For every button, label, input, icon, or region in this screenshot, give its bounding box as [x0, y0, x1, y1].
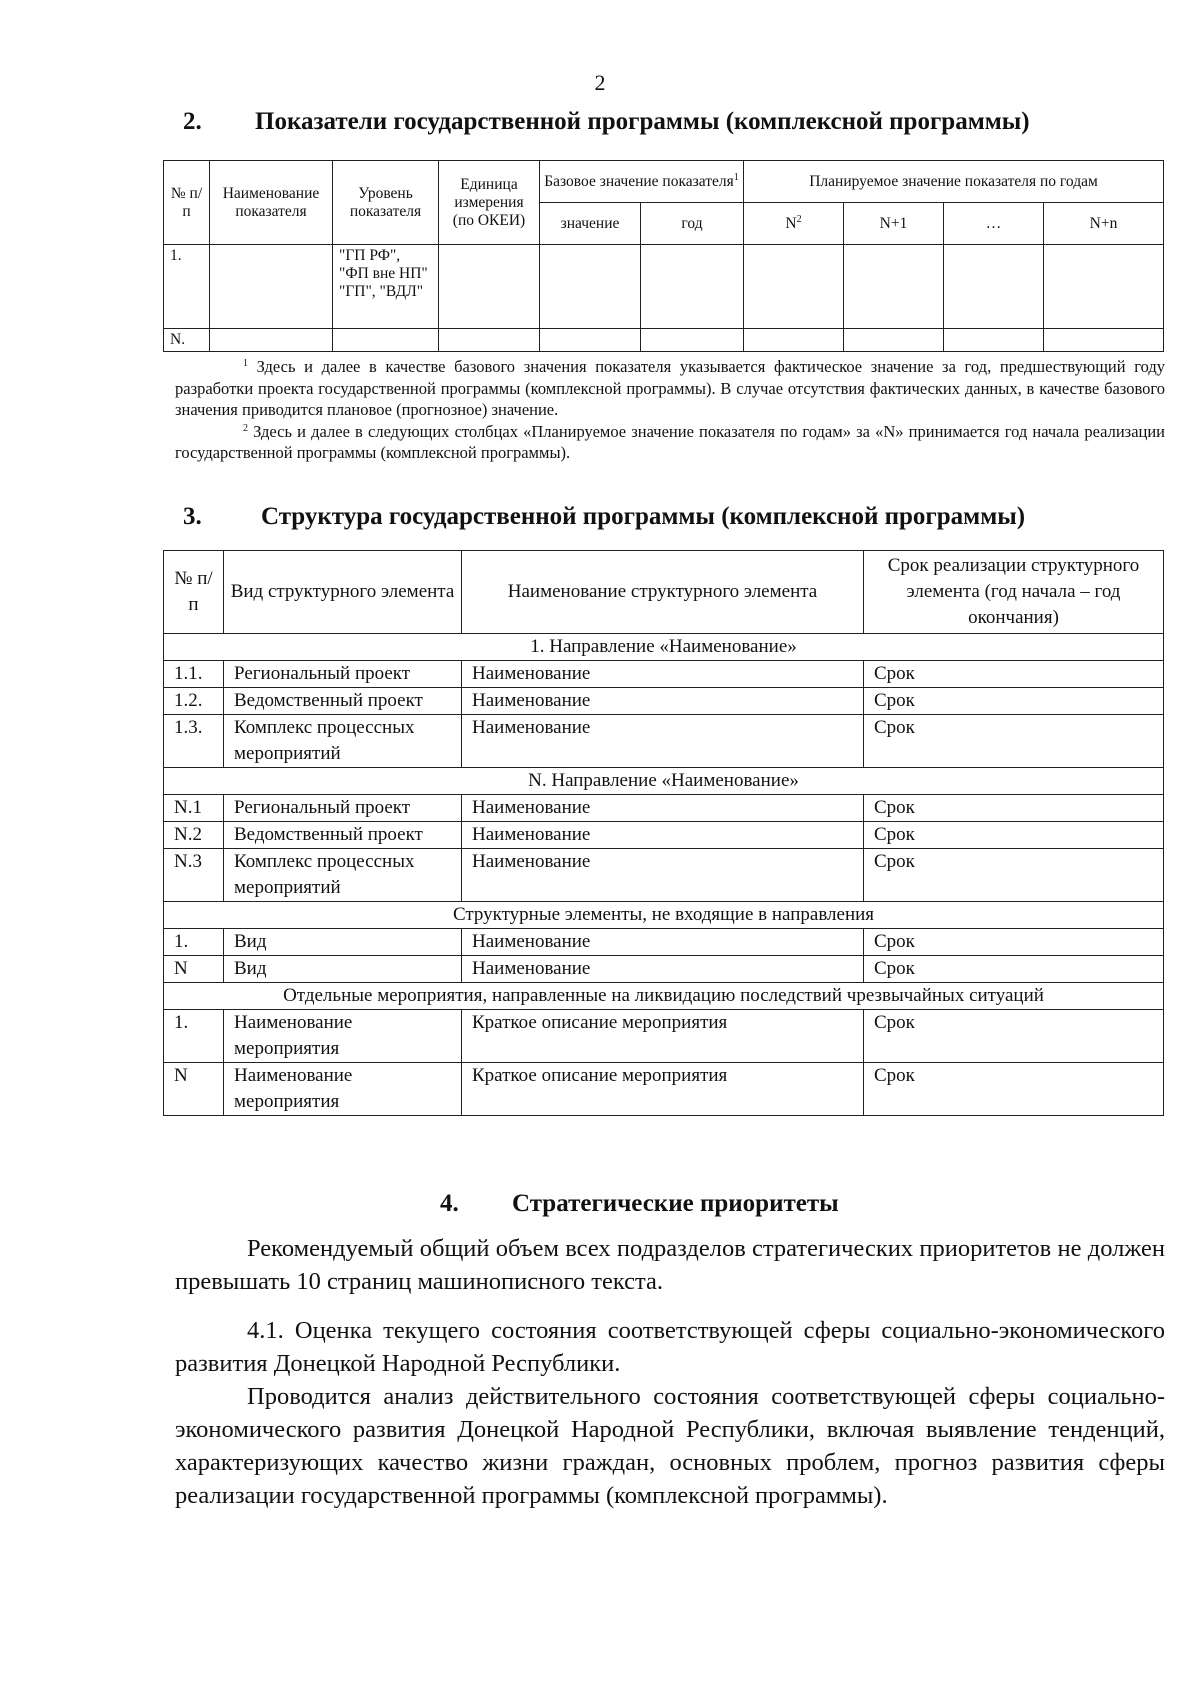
col-header-unit: Единица измерения (по ОКЕИ)	[439, 161, 540, 245]
row-element-kind: Комплекс процессных мероприятий	[224, 715, 462, 768]
col-header-base-value-text: Базовое значение показателя	[544, 172, 734, 190]
col-header-element-kind: Вид структурного элемента	[224, 551, 462, 634]
footnote-ref-2: 2	[796, 213, 802, 225]
section2-title: Показатели государственной программы (комплексной программы)	[255, 108, 1030, 135]
section4-number: 4.	[440, 1190, 459, 1217]
row-element-kind: Комплекс процессных мероприятий	[224, 849, 462, 902]
section3-number: 3.	[183, 503, 202, 530]
subheader-ellipsis: …	[944, 203, 1044, 245]
row-element-name: Краткое описание мероприятия	[462, 1010, 864, 1063]
section-title: 1. Направление «Наименование»	[164, 634, 1164, 661]
row-num: N	[164, 1063, 224, 1116]
table-row	[164, 1063, 1164, 1116]
table-row	[164, 795, 1164, 822]
row1-level: "ГП РФ", "ФП вне НП" "ГП", "ВДЛ"	[333, 245, 439, 329]
section3-title: Структура государственной программы (комплексной программы)	[261, 503, 1026, 530]
subheader-n-text: N	[785, 214, 797, 232]
paragraph: Рекомендуемый общий объем всех подразделов стратегических приоритетов не должен превышать 10 страниц машинописного текста.	[175, 1235, 1165, 1295]
subheader-n	[744, 203, 844, 245]
col-header-term: Срок реализации структурного элемента (год начала – год окончания)	[864, 551, 1164, 634]
col-header-indicator-name: Наименование показателя	[210, 161, 333, 245]
row-num: 1.	[164, 1010, 224, 1063]
table-row	[164, 1010, 1164, 1063]
footnote-1	[175, 356, 1165, 421]
table-row	[164, 956, 1164, 983]
section3-heading	[183, 503, 1163, 535]
col-header-indicator-level: Уровень показателя	[333, 161, 439, 245]
row-element-kind: Наименование мероприятия	[224, 1010, 462, 1063]
footnote-2-text: Здесь и далее в следующих столбцах «Планируемое значение показателя по годам» за «N» принимается год начала реализации государственной программы (комплексной программы).	[175, 421, 1166, 462]
table-row	[164, 929, 1164, 956]
section4-heading	[440, 1190, 940, 1222]
row-term: Срок	[864, 822, 1164, 849]
section2-heading	[183, 108, 1163, 140]
row-num: 1.3.	[164, 715, 224, 768]
row-num: N.1	[164, 795, 224, 822]
row-element-kind: Ведомственный проект	[224, 688, 462, 715]
row-element-kind: Вид	[224, 956, 462, 983]
table-row	[164, 661, 1164, 688]
table-row	[164, 849, 1164, 902]
row1-num: 1.	[164, 245, 210, 329]
table-row	[164, 688, 1164, 715]
row-num: 1.1.	[164, 661, 224, 688]
row-element-kind: Вид	[224, 929, 462, 956]
rowN-num: N.	[164, 329, 210, 352]
row-element-kind: Наименование мероприятия	[224, 1063, 462, 1116]
subheader-year: год	[641, 203, 744, 245]
row-element-name: Наименование	[462, 715, 864, 768]
col-header-num: № п/п	[164, 161, 210, 245]
structure-table	[163, 550, 1164, 1116]
row-term: Срок	[864, 1010, 1164, 1063]
row-term: Срок	[864, 661, 1164, 688]
table-row	[164, 822, 1164, 849]
row-element-name: Наименование	[462, 795, 864, 822]
paragraph: 4.1. Оценка текущего состояния соответствующей сферы социально-экономического развития Донецкой Народной Республики.	[175, 1317, 1165, 1377]
row-num: N	[164, 956, 224, 983]
col-header-planned-value: Планируемое значение показателя по годам	[744, 161, 1164, 203]
row-element-name: Наименование	[462, 849, 864, 902]
row-term: Срок	[864, 956, 1164, 983]
footnote-1-text: Здесь и далее в качестве базового значения показателя указывается фактическое значение за год, предшествующий году разработки проекта государственной программы (комплексной программы). В случае отсутствия фактических данных, в качестве базового значения приводится плановое (прогнозное) значение.	[175, 357, 1165, 419]
row-element-kind: Региональный проект	[224, 795, 462, 822]
row-term: Срок	[864, 715, 1164, 768]
subheader-value: значение	[540, 203, 641, 245]
row-term: Срок	[864, 795, 1164, 822]
subheader-n-plus-1: N+1	[844, 203, 944, 245]
row-element-name: Наименование	[462, 661, 864, 688]
footnote-2-mark: 2	[243, 422, 248, 434]
page-number: 2	[594, 70, 606, 95]
row-term: Срок	[864, 929, 1164, 956]
paragraph: Проводится анализ действительного состояния соответствующей сферы социально-экономического развития Донецкой Народной Республики, включая выявление тенденций, характеризующих качество жизни граждан, основных проблем, прогноз развития сферы реализации государственной программы (комплексной программы).	[175, 1383, 1165, 1509]
row-element-name: Краткое описание мероприятия	[462, 1063, 864, 1116]
row-num: N.2	[164, 822, 224, 849]
row-term: Срок	[864, 688, 1164, 715]
section-title: Отдельные мероприятия, направленные на ликвидацию последствий чрезвычайных ситуаций	[164, 983, 1164, 1010]
footnote-2	[175, 421, 1165, 464]
table-row	[164, 245, 1164, 329]
row-element-kind: Ведомственный проект	[224, 822, 462, 849]
section-title: N. Направление «Наименование»	[164, 768, 1164, 795]
row-num: 1.2.	[164, 688, 224, 715]
section-row	[164, 768, 1164, 795]
section-row	[164, 634, 1164, 661]
section4-body	[175, 1232, 1165, 1512]
row-element-name: Наименование	[462, 822, 864, 849]
section2-number: 2.	[183, 108, 202, 135]
col-header-num: № п/п	[164, 551, 224, 634]
col-header-base-value	[540, 161, 744, 203]
section-row	[164, 902, 1164, 929]
footnotes	[175, 356, 1165, 464]
table-row	[164, 715, 1164, 768]
structure-table-body	[164, 634, 1164, 1116]
row-term: Срок	[864, 849, 1164, 902]
section4-title: Стратегические приоритеты	[512, 1190, 839, 1217]
footnote-1-mark: 1	[243, 358, 248, 369]
row-num: N.3	[164, 849, 224, 902]
table-row	[164, 329, 1164, 352]
section-row	[164, 983, 1164, 1010]
row-element-name: Наименование	[462, 929, 864, 956]
section-title: Структурные элементы, не входящие в направления	[164, 902, 1164, 929]
row-element-name: Наименование	[462, 956, 864, 983]
row-element-name: Наименование	[462, 688, 864, 715]
row-num: 1.	[164, 929, 224, 956]
row-term: Срок	[864, 1063, 1164, 1116]
subheader-n-plus-n: N+n	[1044, 203, 1164, 245]
row-element-kind: Региональный проект	[224, 661, 462, 688]
indicators-table	[163, 160, 1164, 352]
footnote-ref-1: 1	[733, 171, 739, 183]
col-header-element-name: Наименование структурного элемента	[462, 551, 864, 634]
